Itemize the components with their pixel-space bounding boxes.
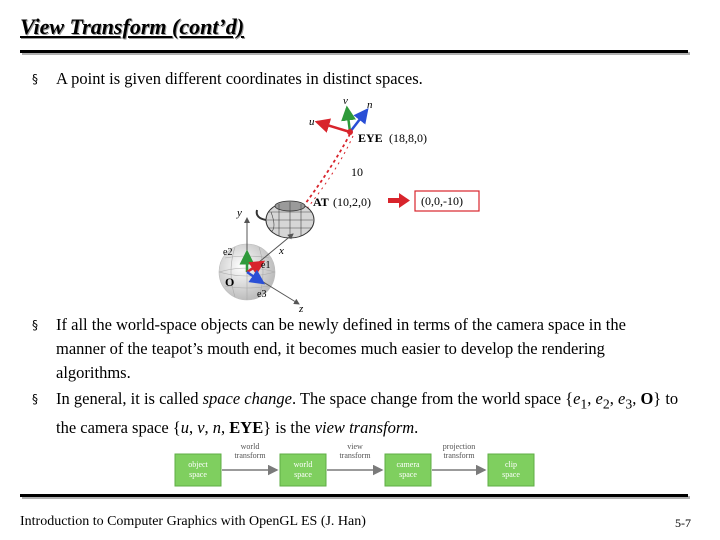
axis-x-label: x	[279, 245, 284, 257]
origin-label: O	[225, 275, 235, 289]
separator: ,	[204, 418, 213, 438]
axis-v-label: v	[343, 95, 348, 107]
axis-z-label: z	[299, 303, 304, 312]
axis-y-label: y	[237, 207, 242, 219]
bullet-point-2	[32, 313, 666, 385]
svg-text:world: world	[240, 442, 260, 451]
term-view-transform: view transform	[314, 418, 415, 438]
footer-text: Introduction to Computer Graphics with OpenGL ES (J. Han)	[20, 514, 366, 529]
axis-u-label: u	[309, 116, 315, 128]
svg-text:space: space	[294, 470, 312, 479]
term-space-change: space change	[202, 389, 292, 408]
bullet-point-3	[32, 387, 681, 440]
svg-text:projection: projection	[442, 442, 476, 451]
view-transform-figure	[205, 92, 495, 312]
mapping-arrow	[388, 193, 410, 208]
axis-u-arrow	[317, 122, 350, 132]
svg-text:transform: transform	[339, 451, 371, 460]
axis-v-arrow	[347, 108, 350, 132]
svg-text:space: space	[399, 470, 417, 479]
axis-n-label: n	[367, 99, 373, 111]
pipeline-arrow-projection-transform	[432, 442, 485, 470]
svg-text:world: world	[293, 460, 313, 469]
separator: ,	[609, 389, 618, 408]
origin-symbol: O	[640, 389, 654, 408]
e2-label: e2	[223, 247, 233, 258]
subscript: 2	[602, 396, 610, 412]
separator: ,	[221, 418, 230, 438]
bullet-text-part: } to the camera space {	[56, 389, 679, 438]
camera-frame	[309, 95, 427, 145]
svg-text:space: space	[189, 470, 207, 479]
camera-v: v	[197, 418, 205, 438]
svg-text:camera: camera	[396, 460, 420, 469]
subscript: 3	[625, 396, 633, 412]
pipeline-arrow-world-transform	[222, 442, 277, 470]
svg-text:space: space	[502, 470, 520, 479]
svg-text:view: view	[347, 442, 363, 451]
camera-coords: (0,0,-10)	[421, 194, 463, 208]
page-number: 5-7	[675, 516, 691, 530]
separator: ,	[632, 389, 641, 408]
title-divider	[20, 50, 688, 53]
pipeline-arrow-view-transform	[327, 442, 382, 470]
svg-text:transform: transform	[234, 451, 266, 460]
svg-text:transform: transform	[443, 451, 475, 460]
eye-coords: (18,8,0)	[389, 131, 427, 145]
pipeline-box-object-space	[175, 454, 221, 486]
bullet-marker: §	[32, 318, 38, 332]
pipeline-box-world-space	[280, 454, 326, 486]
bullet-text-part: In general, it is called	[56, 389, 203, 408]
at-label: AT	[313, 195, 329, 209]
bullet-marker: §	[32, 392, 38, 406]
bullet-text: A point is given different coordinates in distinct spaces.	[56, 69, 423, 88]
bullet-text-part: .	[414, 418, 419, 438]
e3-label: e3	[257, 289, 267, 300]
svg-text:object: object	[188, 460, 208, 469]
distance-label: 10	[351, 165, 363, 179]
camera-u: u	[180, 418, 189, 438]
pipeline-box-clip-space	[488, 454, 534, 486]
basis-e: e	[618, 389, 626, 408]
camera-n: n	[212, 418, 222, 438]
subscript: 1	[580, 396, 588, 412]
separator: ,	[587, 389, 596, 408]
pipeline-box-camera-space	[385, 454, 431, 486]
bullet-marker: §	[32, 72, 38, 86]
bullet-text: If all the world-space objects can be newly defined in terms of the camera space in the manner of the teapot’s mouth end, it becomes much easier to develop the rendering algorithms.	[56, 315, 626, 382]
slide-title: View Transform (cont’d)	[20, 14, 245, 39]
svg-text:clip: clip	[505, 460, 517, 469]
eye-symbol: EYE	[229, 418, 264, 438]
axis-n-arrow	[350, 110, 367, 132]
separator: ,	[188, 418, 198, 438]
basis-e: e	[595, 389, 603, 408]
footer-divider	[20, 494, 688, 497]
bullet-text-part: } is the	[263, 418, 315, 438]
bullet-text-part: . The space change from the world space {	[291, 389, 574, 408]
eye-label: EYE	[358, 131, 383, 145]
transform-pipeline	[170, 440, 550, 490]
teapot	[257, 201, 314, 238]
at-coords: (10,2,0)	[333, 195, 371, 209]
basis-e: e	[573, 389, 581, 408]
e1-label: e1	[261, 260, 271, 271]
bullet-point-1	[32, 67, 423, 91]
